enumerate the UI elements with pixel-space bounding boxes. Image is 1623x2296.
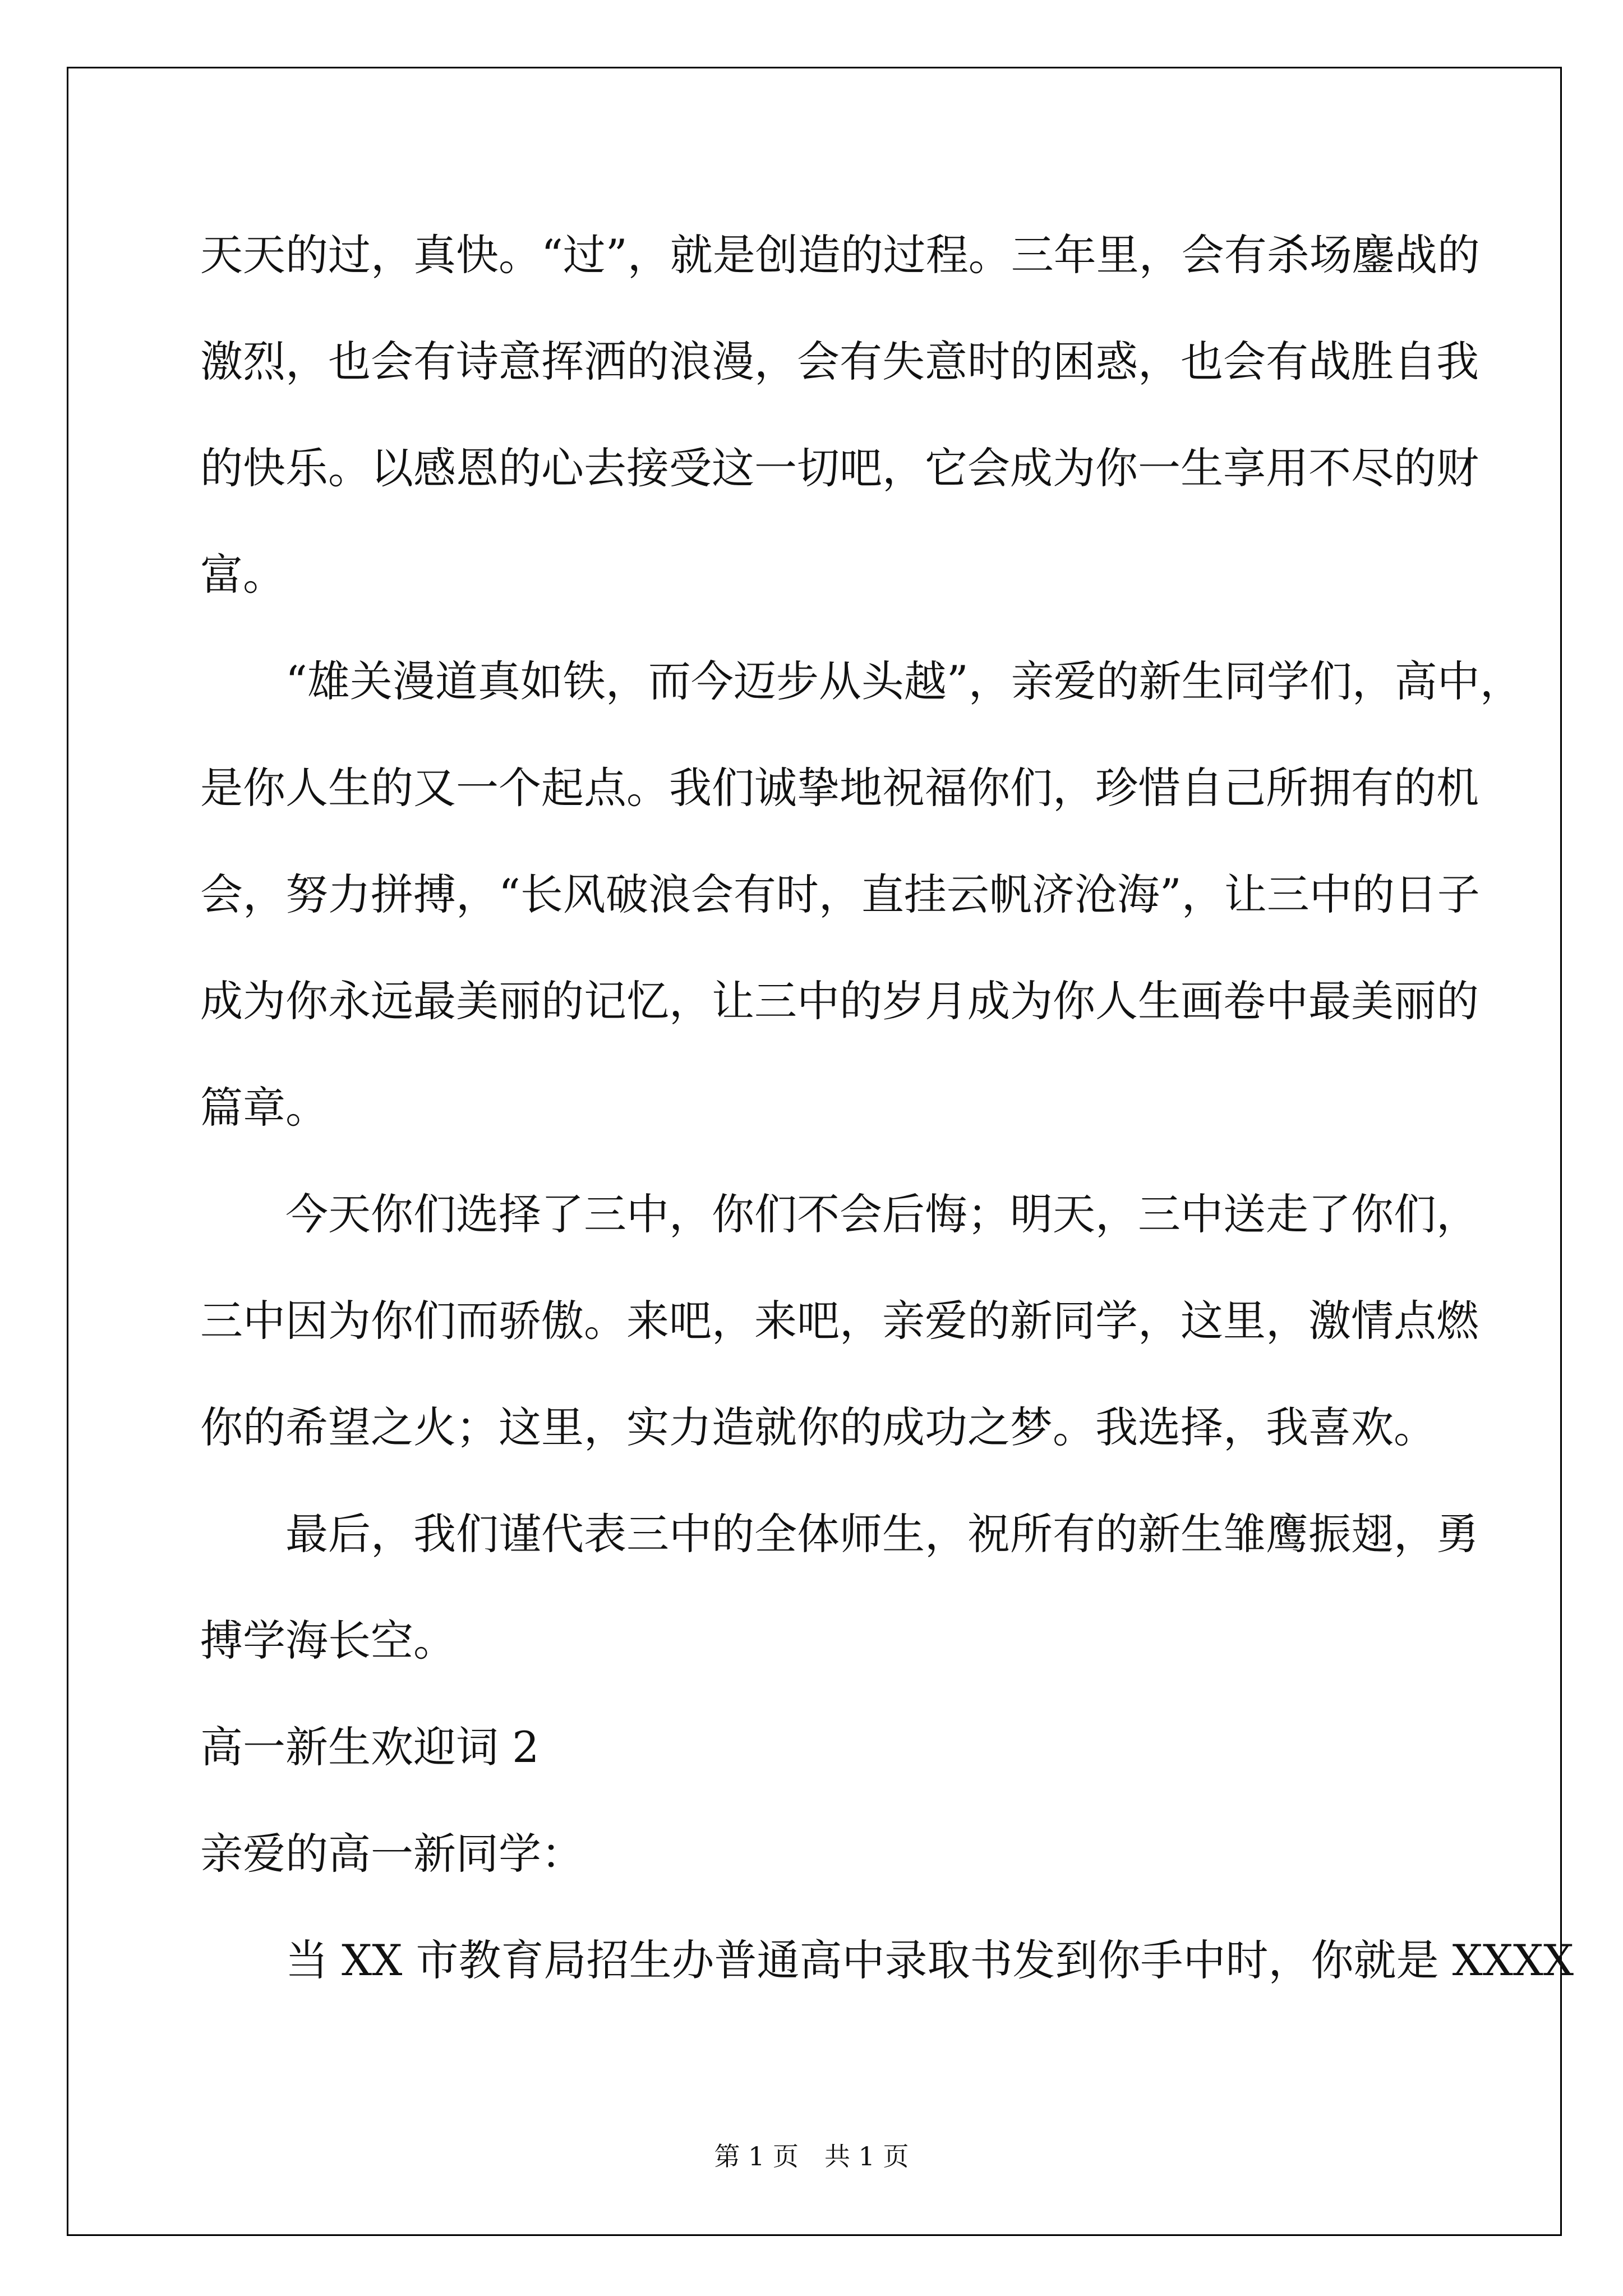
- text-line: 搏学海长空。: [200, 1616, 456, 1665]
- text-line: 成为你永远最美丽的记忆，让三中的岁月成为你人生画卷中最美丽的: [200, 976, 1479, 1026]
- text-line: 激烈，也会有诗意挥洒的浪漫，会有失意时的困惑，也会有战胜自我: [200, 337, 1479, 386]
- salutation: [200, 1801, 1434, 1907]
- page-number-footer: 第 1 页 共 1 页: [714, 2141, 909, 2171]
- paragraph-1: [200, 202, 1480, 628]
- text-line: 亲爱的高一新同学：: [200, 1829, 584, 1879]
- text-line: “雄关漫道真如铁，而今迈步从头越”，亲爱的新生同学们，高中，: [285, 656, 1523, 706]
- text-line: 你的希望之火；这里，实力造就你的成功之梦。我选择，我喜欢。: [200, 1402, 1436, 1452]
- text-line: 的快乐。以感恩的心去接受这一切吧，它会成为你一生享用不尽的财: [200, 443, 1479, 493]
- text-line: 三中因为你们而骄傲。来吧，来吧，亲爱的新同学，这里，激情点燃: [200, 1296, 1479, 1346]
- text-line: 今天你们选择了三中，你们不会后悔；明天，三中送走了你们，: [285, 1189, 1479, 1239]
- text-line: 是你人生的又一个起点。我们诚挚地祝福你们，珍惜自己所拥有的机: [200, 763, 1479, 813]
- text-line: 会，努力拼搏，“长风破浪会有时，直挂云帆济沧海”，让三中的日子: [200, 869, 1480, 919]
- paragraph-4: [200, 1481, 1479, 1694]
- document-body: [200, 202, 1574, 2014]
- text-line: 最后，我们谨代表三中的全体师生，祝所有的新生雏鹰振翅，勇: [285, 1509, 1479, 1559]
- text-line: 天天的过，真快。“过”，就是创造的过程。三年里，会有杀场鏖战的: [200, 230, 1480, 280]
- section-heading: [200, 1694, 1434, 1801]
- text-line: 高一新生欢迎词 2: [200, 1722, 540, 1772]
- paragraph-2: [200, 628, 1523, 1161]
- paragraph-3: [200, 1161, 1479, 1481]
- text-line: 富。: [200, 550, 285, 600]
- text-line: 篇章。: [200, 1083, 328, 1133]
- text-line: 当 XX 市教育局招生办普通高中录取书发到你手中时，你就是 XXXX: [285, 1935, 1574, 1985]
- paragraph-5: [200, 1907, 1574, 2014]
